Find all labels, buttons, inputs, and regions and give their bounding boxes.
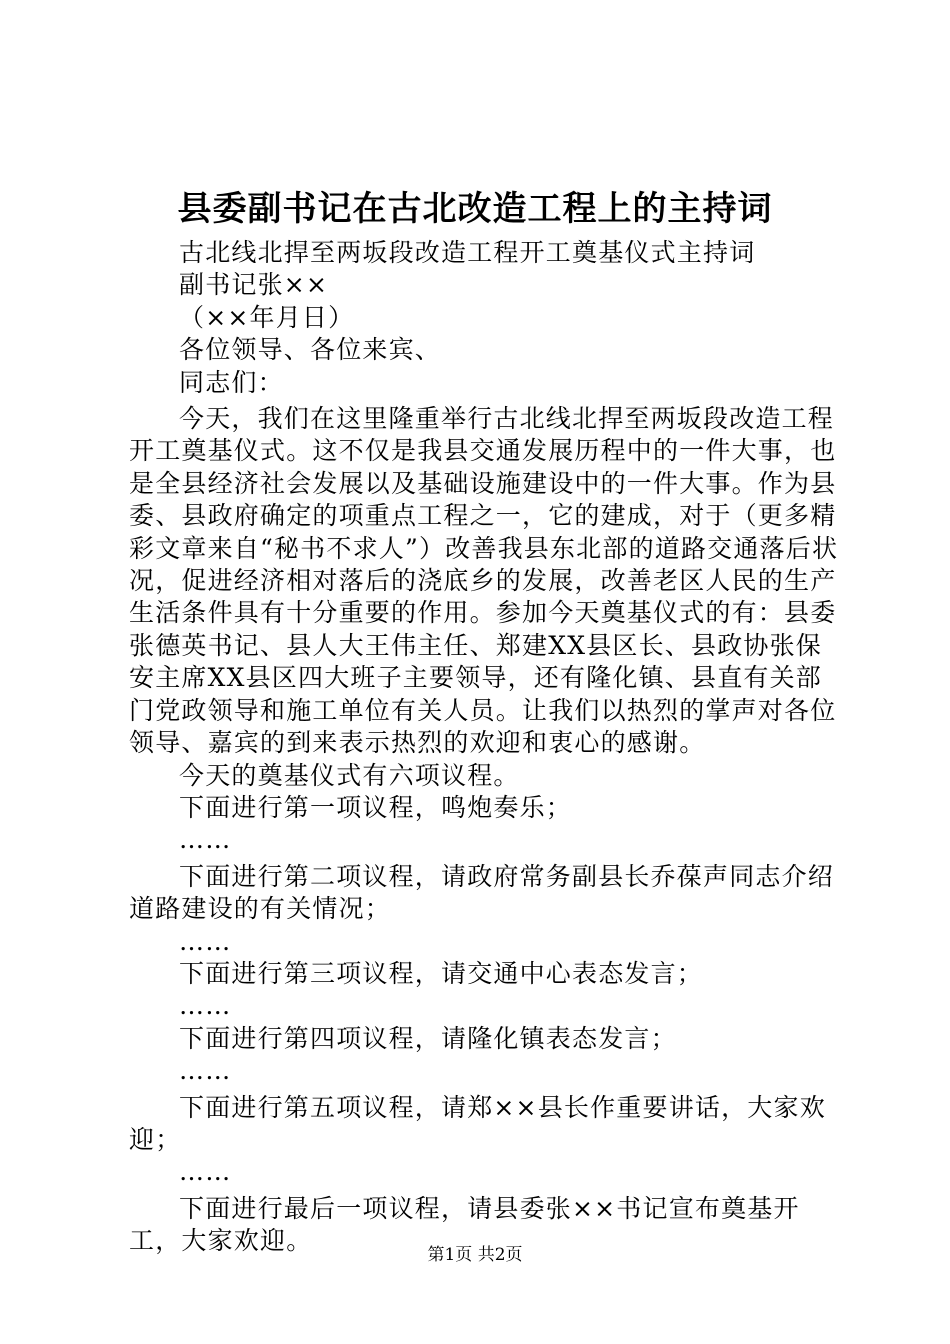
salutation-paragraph: 各位领导、各位来宾、 [179,335,442,365]
document-title: 县委副书记在古北改造工程上的主持词 [177,189,773,229]
speaker-paragraph: 副书记张×× [179,270,329,300]
date-paragraph: （××年月日） [179,302,355,332]
agenda-item: 下面进行第五项议程，请郑××县长作重要讲话，大家欢迎； [129,1092,826,1154]
ellipsis-paragraph: …… [179,991,232,1021]
agenda-item: 下面进行第一项议程，鸣炮奏乐； [179,792,573,822]
ellipsis-paragraph: …… [179,926,232,956]
ellipsis-paragraph: …… [179,1056,232,1086]
page-footer: 第1页 共2页 [427,1245,523,1265]
agenda-item: 下面进行第四项议程，请隆化镇表态发言； [179,1023,677,1053]
agenda-item: 下面进行第三项议程，请交通中心表态发言； [179,958,704,988]
salutation-paragraph: 同志们： [179,367,284,397]
body-paragraph: 今天，我们在这里隆重举行古北线北捍至两坂段改造工程开工奠基仪式。这不仅是我县交通发展历程中的一件大事，也是全县经济社会发展以及基础设施建设中的一件大事。作为县委、县政府确定的项重点工程之一，它的建成，对于（更多精彩文章来自“秘书不求人”）改善我县东北部的道路交通落后状况，促进经济相对落后的浇底乡的发展，改善老区人民的生产生活条件具有十分重要的作用。参加今天奠基仪式的有：县委张德英书记、县人大王伟主任、郑建XX县区长、县政协张保安主席XX县区四大班子主要领导，还有隆化镇、县直有关部门党政领导和施工单位有关人员。让我们以热烈的掌声对各位领导、嘉宾的到来表示热烈的欢迎和衷心的感谢。 [129,404,839,758]
agenda-item: 下面进行最后一项议程，请县委张××书记宣布奠基开工，大家欢迎。 [129,1193,800,1256]
agenda-item: 下面进行第二项议程，请政府常务副县长乔葆声同志介绍道路建设的有关情况； [129,861,835,924]
subtitle-paragraph: 古北线北捍至两坂段改造工程开工奠基仪式主持词 [179,238,756,267]
ellipsis-paragraph: …… [179,1157,232,1187]
body-paragraph: 今天的奠基仪式有六项议程。 [179,760,520,790]
ellipsis-paragraph: …… [179,825,232,855]
document-body [129,237,839,1258]
